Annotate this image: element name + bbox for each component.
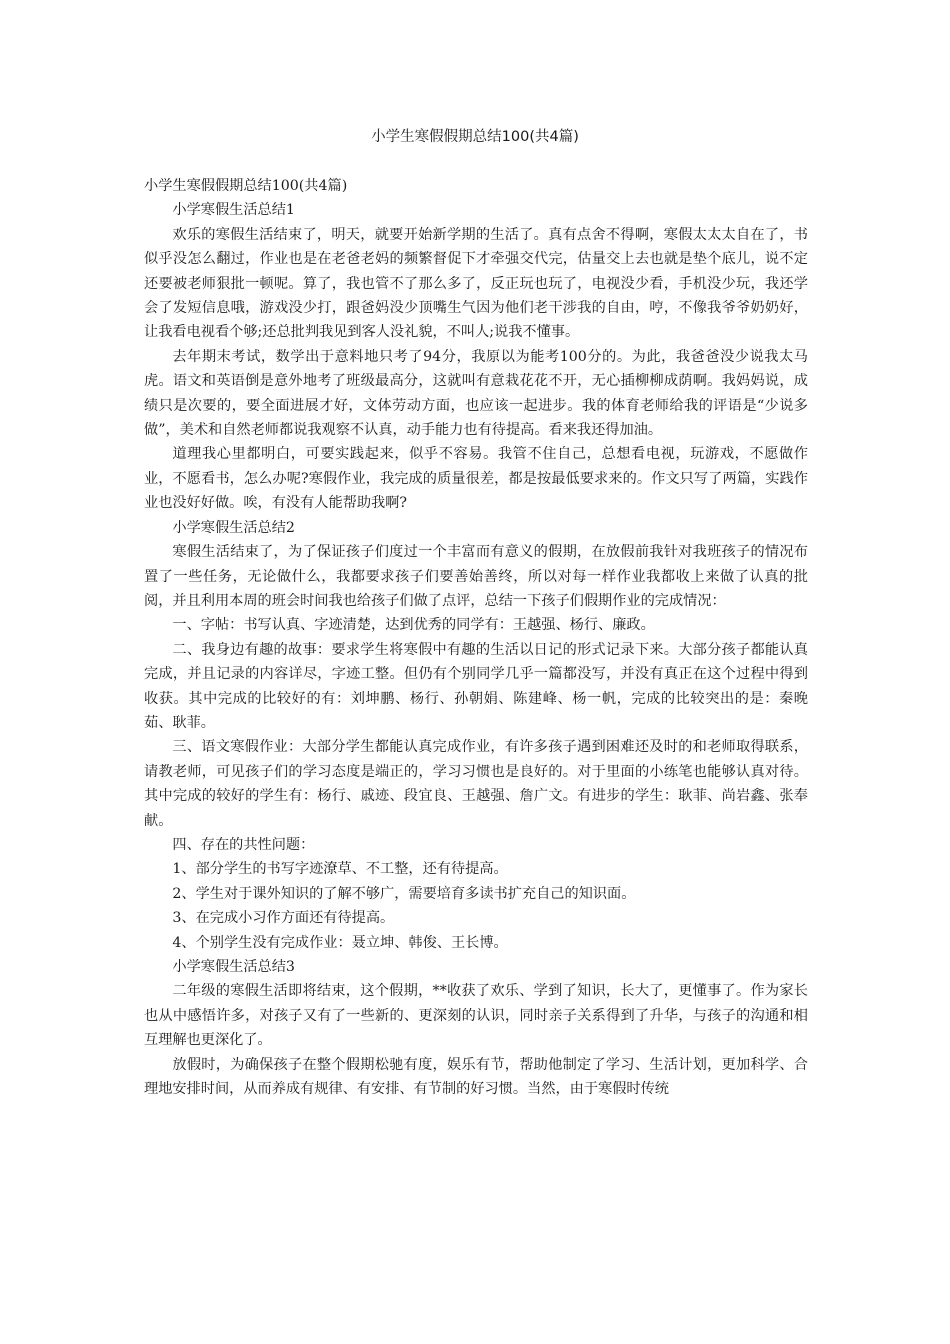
paragraph: 3、在完成小习作方面还有待提高。 (172, 910, 395, 927)
paragraph: 2、学生对于课外知识的了解不够广，需要培育多读书扩充自己的知识面。 (172, 885, 636, 902)
paragraph: 二、我身边有趣的故事：要求学生将寒假中有趣的生活以日记的形式记录下来。大部分孩子都能认真完成，并且记录的内容详尽，字迹工整。但仍有个别同学几乎一篇都没写，并没有真正在这个过程中得到收获。其中完成的比较好的有：刘坤鹏、杨行、孙朝娟、陈建峰、杨一帆，完成的比较突出的是：秦晚茹、耿菲。 (144, 641, 808, 731)
paragraph: 寒假生活结束了，为了保证孩子们度过一个丰富而有意义的假期，在放假前我针对我班孩子的情况布置了一些任务，无论做什么，我都要求孩子们要善始善终，所以对每一样作业我都收上来做了认真的批阅，并且利用本周的班会时间我也给孩子们做了点评，总结一下孩子们假期作业的完成情况： (144, 544, 808, 609)
paragraph: 去年期末考试，数学出于意料地只考了94分，我原以为能考100分的。为此，我爸爸没少说我太马虎。语文和英语倒是意外地考了班级最高分，这就叫有意栽花花不开，无心插柳柳成荫啊。我妈妈说，成绩只是次要的，要全面进展才好，文体劳动方面，也应该一起进步。我的体育老师给我的评语是“少说多做”，美术和自然老师都说我观察不认真，动手能力也有待提高。看来我还得加油。 (144, 348, 808, 439)
document-title: 小学生寒假假期总结100(共4篇) (371, 129, 579, 145)
paragraph: 一、字帖：书写认真、字迹清楚，达到优秀的同学有：王越强、杨行、廉政。 (172, 617, 655, 634)
document-body (144, 174, 808, 1101)
paragraph: 三、语文寒假作业：大部分学生都能认真完成作业，有许多孩子遇到困难还及时的和老师取得联系，请教老师，可见孩子们的学习态度是端正的，学习习惯也是良好的。对于里面的小练笔也能够认真对待。其中完成的较好的学生有：杨行、戚迹、段宜良、王越强、詹广文。有进步的学生：耿菲、尚岩鑫、张奉献。 (144, 739, 808, 829)
paragraph: 1、部分学生的书写字迹潦草、不工整，还有待提高。 (172, 861, 508, 878)
paragraph: 小学寒假生活总结2 (172, 519, 295, 536)
paragraph: 4、个别学生没有完成作业：聂立坤、韩俊、王长博。 (172, 934, 508, 951)
paragraph: 欢乐的寒假生活结束了，明天，就要开始新学期的生活了。真有点舍不得啊，寒假太太太自在了，书似乎没怎么翻过，作业也是在老爸老妈的频繁督促下才牵强交代完，估量交上去也就是垫个底儿，说不定还要被老师狠批一顿呢。算了，我也管不了那么多了，反正玩也玩了，电视没少看，手机没少玩，我还学会了发短信息哦，游戏没少打，跟爸妈没少顶嘴生气因为他们老干涉我的自由，哼，不像我爷爷奶奶好，让我看电视看个够;还总批判我见到客人没礼貌，不叫人;说我不懂事。 (144, 226, 808, 341)
paragraph: 小学寒假生活总结3 (172, 959, 295, 975)
paragraph: 放假时，为确保孩子在整个假期松驰有度，娱乐有节，帮助他制定了学习、生活计划，更加科学、合理地安排时间，从而养成有规律、有安排、有节制的好习惯。当然，由于寒假时传统 (144, 1056, 808, 1098)
paragraph: 道理我心里都明白，可要实践起来，似乎不容易。我管不住自己，总想看电视，玩游戏，不愿做作业，不愿看书，怎么办呢?寒假作业，我完成的质量很差，都是按最低要求来的。作文只写了两篇，实践作业也没好好做。唉，有没有人能帮助我啊? (144, 446, 808, 512)
paragraph: 四、存在的共性问题： (172, 836, 315, 853)
paragraph: 二年级的寒假生活即将结束，这个假期，**收获了欢乐、学到了知识，长大了，更懂事了。作为家长也从中感悟许多，对孩子又有了一些新的、更深刻的认识，同时亲子关系得到了升华，与孩子的沟通和相互理解也更深化了。 (144, 983, 808, 1049)
body-heading: 小学生寒假假期总结100(共4篇) (144, 178, 348, 194)
paragraph: 小学寒假生活总结1 (172, 202, 295, 219)
